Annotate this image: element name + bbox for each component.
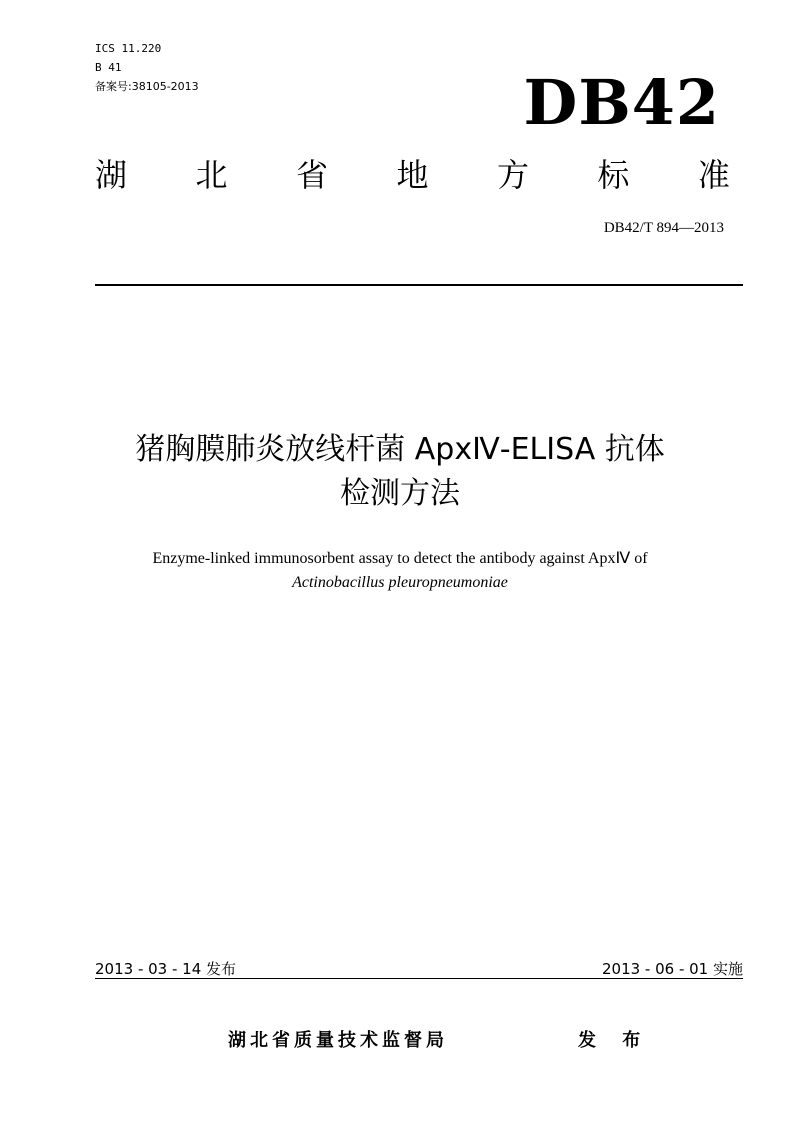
implementation-date: 2013 - 06 - 01 实施 bbox=[601, 960, 743, 978]
title-char: 地 bbox=[396, 156, 429, 194]
title-char: 北 bbox=[195, 156, 228, 194]
title-char: 标 bbox=[597, 156, 630, 194]
footer-divider bbox=[95, 978, 743, 979]
title-char: 省 bbox=[295, 156, 328, 194]
ics-code: ICS 11.220 bbox=[95, 42, 162, 55]
issue-date: 2013 - 03 - 14 发布 bbox=[95, 960, 237, 978]
title-en-line1: Enzyme-linked immunosorbent assay to detect the antibody against ApxⅣ of bbox=[152, 550, 648, 567]
title-cn-line2: 检测方法 bbox=[340, 476, 460, 511]
header-divider bbox=[95, 284, 743, 286]
title-char: 准 bbox=[697, 156, 730, 194]
standard-category-title bbox=[95, 153, 730, 197]
title-cn-line1: 猪胸膜肺炎放线杆菌 ApxⅣ-ELISA 抗体 bbox=[135, 432, 665, 467]
filing-number: 备案号:38105-2013 bbox=[95, 80, 199, 93]
issuing-authority: 湖北省质量技术监督局 bbox=[228, 1030, 448, 1051]
standard-number: DB42/T 894—2013 bbox=[603, 220, 724, 236]
title-en-line2: Actinobacillus pleuropneumoniae bbox=[292, 574, 508, 591]
issue-label: 发 布 bbox=[578, 1030, 651, 1051]
document-title-chinese bbox=[0, 428, 800, 516]
standard-code-large: DB42 bbox=[523, 66, 720, 139]
title-char: 湖 bbox=[95, 156, 128, 194]
ccs-code: B 41 bbox=[95, 61, 122, 74]
document-title-english bbox=[0, 547, 800, 595]
title-char: 方 bbox=[496, 156, 529, 194]
